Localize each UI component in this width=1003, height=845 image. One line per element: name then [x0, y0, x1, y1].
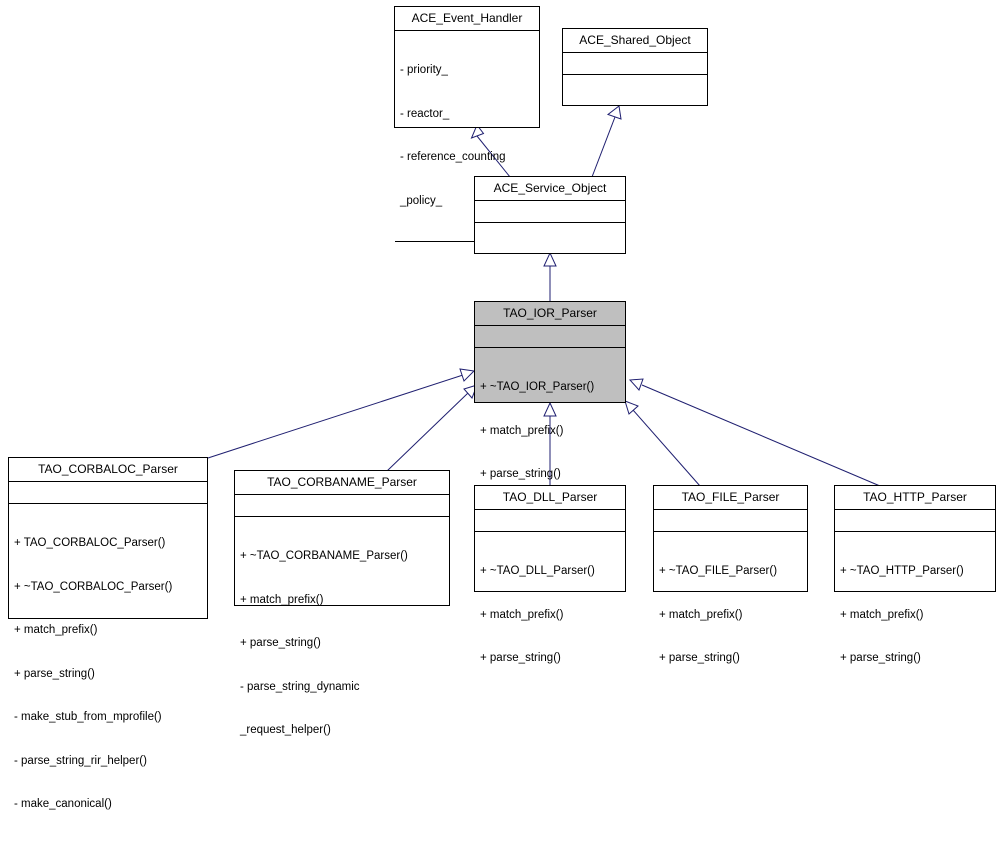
attributes-compartment	[475, 326, 625, 347]
class-title: ACE_Service_Object	[493, 181, 607, 195]
attributes-compartment	[475, 201, 625, 222]
class-node-tao-dll-parser[interactable]	[474, 485, 626, 664]
operation-row: + match_prefix()	[659, 608, 743, 621]
class-node-tao-file-parser[interactable]	[653, 485, 808, 664]
operation-row: + parse_string()	[480, 652, 561, 664]
operations-compartment	[475, 223, 625, 244]
operations-compartment	[475, 532, 625, 699]
class-title: TAO_HTTP_Parser	[863, 490, 967, 504]
attributes-compartment	[9, 482, 207, 503]
attributes-compartment	[563, 53, 707, 74]
class-node-ace-service-object[interactable]	[474, 176, 626, 254]
operation-row: _request_helper()	[240, 724, 331, 736]
operation-row: + ~TAO_FILE_Parser()	[659, 565, 778, 577]
class-title: TAO_FILE_Parser	[681, 490, 780, 504]
operations-compartment	[835, 532, 995, 699]
class-node-tao-corbaname-parser[interactable]	[234, 470, 450, 736]
operation-row: + parse_string()	[840, 652, 921, 664]
operation-row: - make_canonical()	[14, 798, 112, 810]
operation-row: + parse_string()	[659, 652, 740, 664]
operation-row: + ~TAO_HTTP_Parser()	[840, 565, 964, 577]
class-title: TAO_CORBANAME_Parser	[267, 475, 417, 489]
operation-row: + ~TAO_DLL_Parser()	[480, 565, 595, 577]
operation-row: + match_prefix()	[480, 608, 564, 621]
class-title: ACE_Event_Handler	[411, 11, 523, 25]
class-title: ACE_Shared_Object	[579, 33, 691, 47]
class-title: TAO_IOR_Parser	[503, 306, 597, 320]
attributes-compartment	[835, 510, 995, 531]
operations-compartment	[654, 532, 807, 699]
class-node-tao-http-parser[interactable]	[834, 485, 996, 664]
attributes-compartment	[475, 510, 625, 531]
operation-row: + parse_string()	[480, 468, 561, 480]
operation-row: + match_prefix()	[14, 624, 98, 636]
operation-row: - make_stub_from_mprofile()	[14, 711, 162, 723]
operation-row: + ~TAO_CORBANAME_Parser()	[240, 550, 408, 562]
operations-compartment	[235, 517, 449, 771]
class-node-ace-event-handler[interactable]	[394, 6, 540, 207]
operation-row: + parse_string()	[14, 667, 95, 680]
attribute-row: - reactor_	[400, 107, 450, 120]
operation-row: + ~TAO_IOR_Parser()	[480, 381, 595, 393]
class-node-tao-corbaloc-parser[interactable]	[8, 457, 208, 810]
operation-row: + match_prefix()	[480, 424, 564, 437]
class-node-tao-ior-parser[interactable]	[474, 301, 626, 480]
operations-compartment	[563, 75, 707, 96]
attribute-row: _policy_	[400, 194, 443, 207]
class-node-ace-shared-object[interactable]	[562, 28, 708, 106]
attribute-row: - reference_counting	[400, 151, 506, 163]
class-title: TAO_DLL_Parser	[502, 490, 598, 504]
operation-row: + ~TAO_CORBALOC_Parser()	[14, 580, 173, 593]
attributes-compartment	[654, 510, 807, 531]
operation-row: - parse_string_dynamic	[240, 680, 360, 693]
operation-row: + match_prefix()	[840, 608, 924, 621]
attribute-row: - priority_	[400, 64, 448, 76]
operation-row: - parse_string_rir_helper()	[14, 754, 147, 767]
operation-row: + match_prefix()	[240, 593, 324, 606]
class-title: TAO_CORBALOC_Parser	[38, 462, 178, 476]
attributes-compartment	[235, 495, 449, 516]
operation-row: + TAO_CORBALOC_Parser()	[14, 537, 166, 549]
operation-row: + parse_string()	[240, 637, 321, 649]
operations-compartment	[9, 504, 207, 845]
